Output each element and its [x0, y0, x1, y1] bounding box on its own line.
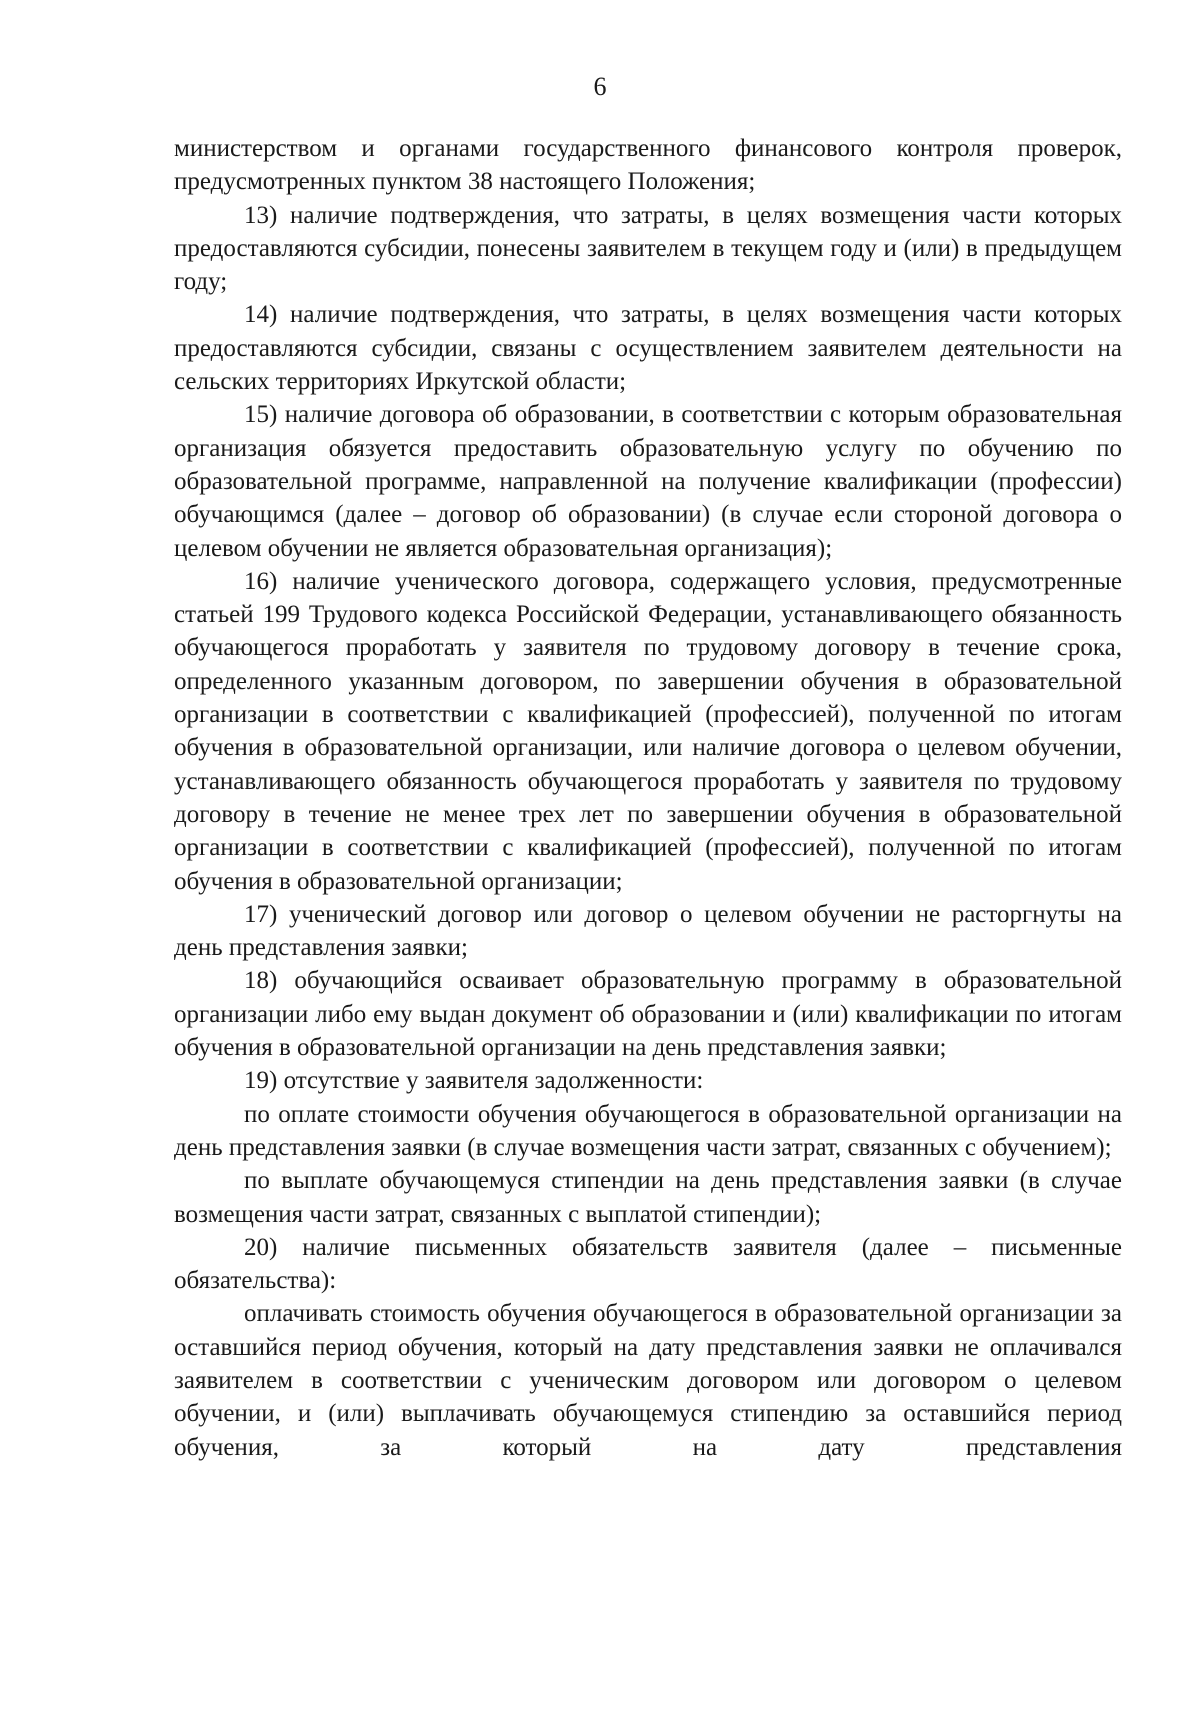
- paragraph-item-13: 13) наличие подтверждения, что затраты, в целях возмещения части которых предоставляются субсидии, понесены заявителем в текущем году и (или) в предыдущем году;: [174, 201, 1122, 296]
- paragraph-item-17: 17) ученический договор или договор о целевом обучении не расторгнуты на день представления заявки;: [174, 900, 1122, 962]
- paragraph-item-18: 18) обучающийся осваивает образовательную программу в образовательной организации либо ему выдан документ об образовании и (или) квалификации по итогам обучения в образовательной организации на день представления заявки;: [174, 967, 1122, 1062]
- paragraph-item-19-stipend: по выплате обучающемуся стипендии на день представления заявки (в случае возмещения части затрат, связанных с выплатой стипендии);: [174, 1167, 1122, 1228]
- paragraph-item-19-payment: по оплате стоимости обучения обучающегося в образовательной организации на день представления заявки (в случае возмещения части затрат, связанных с обучением);: [174, 1100, 1122, 1161]
- page-number: 6: [593, 72, 607, 101]
- paragraph-item-19: 19) отсутствие у заявителя задолженности:: [244, 1067, 704, 1095]
- paragraph-item-20: 20) наличие письменных обязательств заявителя (далее – письменные обязательства):: [174, 1233, 1122, 1295]
- paragraph-item-15: 15) наличие договора об образовании, в соответствии с которым образовательная организация обязуется предоставить образовательную услугу по обучению по образовательной программе, направленной на получение квалификации (профессии) обучающимся (далее – договор об образовании) (в случае если стороной договора о целевом обучении не является образовательная организация);: [174, 401, 1122, 562]
- document-body: [174, 132, 1122, 1464]
- paragraph-item-20-obligation: оплачивать стоимость обучения обучающегося в образовательной организации за оставшийся период обучения, который на дату представления заявки не оплачивался заявителем в соответствии с ученическим договором или договором о целевом обучении, и (или) выплачивать обучающемуся стипендию за оставшийся период обучения, за который на дату представления: [174, 1300, 1122, 1461]
- paragraph-item-16: 16) наличие ученического договора, содержащего условия, предусмотренные статьей 199 Трудового кодекса Российской Федерации, устанавливающего обязанность обучающегося проработать у заявителя по трудовому договору в течение срока, определенного указанным договором, по завершении обучения в образовательной организации в соответствии с квалификацией (профессией), полученной по итогам обучения в образовательной организации, или наличие договора о целевом обучении, устанавливающего обязанность обучающегося проработать у заявителя по трудовому договору в течение не менее трех лет по завершении обучения в образовательной организации в соответствии с квалификацией (профессией), полученной по итогам обучения в образовательной организации;: [174, 567, 1122, 895]
- paragraph-continuation: министерством и органами государственного финансового контроля проверок, предусмотренных пунктом 38 настоящего Положения;: [174, 135, 1122, 196]
- paragraph-item-14: 14) наличие подтверждения, что затраты, в целях возмещения части которых предоставляются субсидии, связаны с осуществлением заявителем деятельности на сельских территориях Иркутской области;: [174, 301, 1122, 396]
